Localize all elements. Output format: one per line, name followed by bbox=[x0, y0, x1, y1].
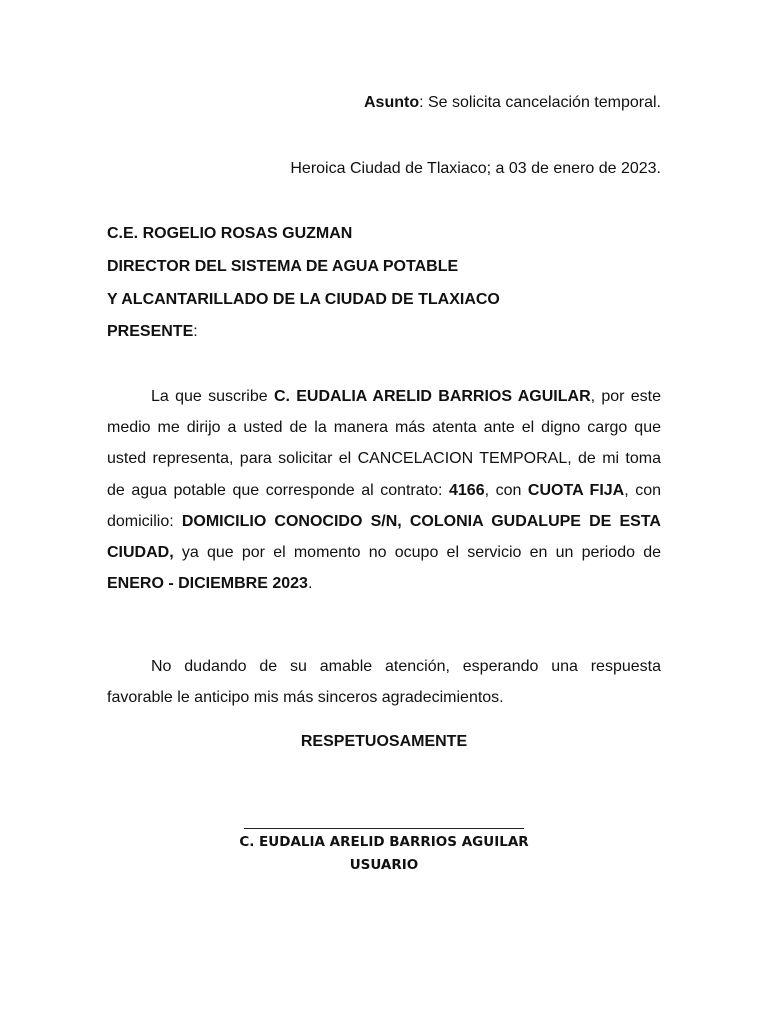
contract-number: 4166 bbox=[449, 481, 485, 499]
subject-line bbox=[364, 93, 661, 113]
recipient-title-line2: Y ALCANTARILLADO DE LA CIUDAD DE TLAXIACO bbox=[107, 291, 500, 308]
body-paragraph-2: No dudando de su amable atención, esperando una respuesta favorable le anticipo mis más sinceros agradecimientos. bbox=[107, 658, 661, 707]
signature-line bbox=[244, 828, 524, 829]
subject-text: : Se solicita cancelación temporal. bbox=[419, 94, 661, 111]
presente-label: PRESENTE bbox=[107, 323, 194, 340]
recipient-name: C.E. ROGELIO ROSAS GUZMAN bbox=[107, 225, 353, 242]
address: DOMICILIO CONOCIDO S/N, COLONIA GUDALUPE DE ESTA CIUDAD, bbox=[107, 512, 661, 562]
signature-name: C. EUDALIA ARELID BARRIOS AGUILAR bbox=[239, 834, 529, 850]
signature-role: USUARIO bbox=[349, 857, 419, 873]
body-paragraph-1: La que suscribe C. EUDALIA ARELID BARRIOS AGUILAR, por este medio me dirijo a usted de la manera más atenta ante el digno cargo que usted representa, para solicitar el CANCELACION TEMPORAL, de mi toma de agua potable que corresponde al contrato: 4166, con CUOTA FIJA, con domicilio: DOMICILIO CONOCIDO S/N, COLONIA GUDALUPE DE ESTA CIUDAD, ya que por el momento no ocupo el servicio en un periodo de ENERO - DICIEMBRE 2023. bbox=[107, 388, 662, 593]
presente-line: PRESENTE: bbox=[107, 323, 198, 340]
fee-type: CUOTA FIJA bbox=[527, 481, 625, 499]
recipient-title-line1: DIRECTOR DEL SISTEMA DE AGUA POTABLE bbox=[107, 258, 459, 275]
sender-name: C. EUDALIA ARELID BARRIOS AGUILAR bbox=[273, 388, 591, 405]
subject-label: Asunto bbox=[363, 94, 420, 111]
date-line: Heroica Ciudad de Tlaxiaco; a 03 de enero de 2023. bbox=[290, 160, 661, 177]
period: ENERO - DICIEMBRE 2023 bbox=[107, 575, 308, 593]
closing: RESPETUOSAMENTE bbox=[300, 733, 468, 750]
